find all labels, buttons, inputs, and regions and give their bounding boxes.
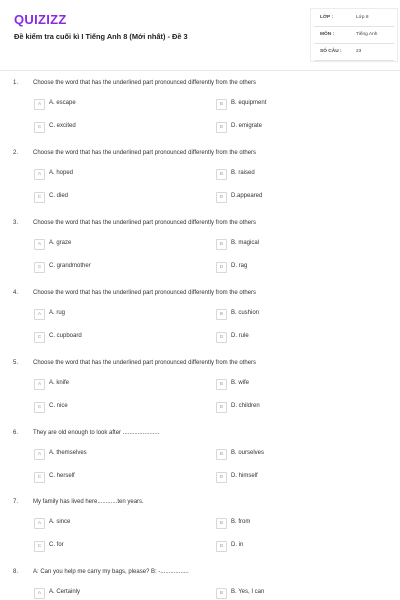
option-letter-box: C bbox=[34, 262, 45, 273]
question-item bbox=[0, 150, 400, 220]
option-letter-box: C bbox=[34, 192, 45, 203]
option-letter-box: D bbox=[216, 262, 227, 273]
option-letter-box: D bbox=[216, 192, 227, 203]
option-text: B. equipment bbox=[231, 100, 267, 106]
option-text: C. died bbox=[49, 193, 69, 199]
worksheet-title: Đề kiểm tra cuối kì I Tiếng Anh 8 (Mới nhất) - Đề 3 bbox=[14, 32, 188, 41]
option-text: A. themselves bbox=[49, 450, 87, 456]
option-text: A. rug bbox=[49, 310, 66, 316]
meta-label: SỐ CÂU : bbox=[320, 49, 342, 54]
meta-row-class bbox=[314, 12, 394, 27]
question-number: 8. bbox=[13, 569, 19, 575]
question-item bbox=[0, 290, 400, 360]
option-letter-box: A bbox=[34, 309, 45, 320]
option-letter-box: A bbox=[34, 379, 45, 390]
option-text: C. grandmother bbox=[49, 263, 91, 269]
question-number: 1. bbox=[13, 80, 19, 86]
option-text: A. escape bbox=[49, 100, 76, 106]
option-text: B. Yes, I can bbox=[231, 589, 265, 595]
question-number: 2. bbox=[13, 150, 19, 156]
option-text: A. hoped bbox=[49, 170, 74, 176]
option-letter-box: B bbox=[216, 379, 227, 390]
option-text: B. cushion bbox=[231, 310, 260, 316]
question-text: A: Can you help me carry my bags, please? B: -................. bbox=[33, 569, 189, 575]
meta-value: Tiếng Anh bbox=[356, 32, 378, 37]
option-text: A. graze bbox=[49, 240, 72, 246]
option-text: D. rule bbox=[231, 333, 249, 339]
option-text: C. nice bbox=[49, 403, 68, 409]
option-text: D. rag bbox=[231, 263, 248, 269]
option-letter-box: C bbox=[34, 402, 45, 413]
question-text: Choose the word that has the underlined part pronounced differently from the others bbox=[33, 360, 257, 366]
meta-value: 23 bbox=[356, 49, 362, 54]
question-item bbox=[0, 360, 400, 430]
option-text: A. since bbox=[49, 519, 71, 525]
question-text: Choose the word that has the underlined part pronounced differently from the others bbox=[33, 220, 257, 226]
option-letter-box: D bbox=[216, 402, 227, 413]
option-text: C. cupboard bbox=[49, 333, 82, 339]
option-text: D. children bbox=[231, 403, 260, 409]
question-number: 7. bbox=[13, 499, 19, 505]
option-text: C. for bbox=[49, 542, 64, 548]
worksheet-header bbox=[0, 0, 400, 70]
question-number: 5. bbox=[13, 360, 19, 366]
option-letter-box: B bbox=[216, 99, 227, 110]
question-item bbox=[0, 499, 400, 569]
option-text: A. Certainly bbox=[49, 589, 81, 595]
option-text: B. magical bbox=[231, 240, 260, 246]
meta-label: LỚP : bbox=[320, 15, 334, 20]
option-letter-box: A bbox=[34, 239, 45, 250]
option-text: C. excited bbox=[49, 123, 76, 129]
question-number: 4. bbox=[13, 290, 19, 296]
option-letter-box: A bbox=[34, 588, 45, 599]
meta-value: Lớp 8 bbox=[356, 15, 369, 20]
quizizz-logo: QUIZIZZ bbox=[14, 12, 67, 27]
option-letter-box: C bbox=[34, 122, 45, 133]
option-text: D. himself bbox=[231, 473, 258, 479]
question-text: Choose the word that has the underlined part pronounced differently from the others bbox=[33, 80, 257, 86]
question-item bbox=[0, 80, 400, 150]
option-letter-box: D bbox=[216, 332, 227, 343]
option-text: D. emigrate bbox=[231, 123, 263, 129]
option-letter-box: D bbox=[216, 472, 227, 483]
meta-row-question-count bbox=[314, 46, 394, 61]
question-item bbox=[0, 430, 400, 500]
option-letter-box: B bbox=[216, 518, 227, 529]
option-text: B. wife bbox=[231, 380, 250, 386]
option-letter-box: D bbox=[216, 541, 227, 552]
option-text: B. ourselves bbox=[231, 450, 265, 456]
option-letter-box: C bbox=[34, 332, 45, 343]
question-number: 6. bbox=[13, 430, 19, 436]
option-text: C. herself bbox=[49, 473, 75, 479]
option-letter-box: A bbox=[34, 518, 45, 529]
option-text: A. knife bbox=[49, 380, 70, 386]
option-text: B. raised bbox=[231, 170, 255, 176]
option-text: D. in bbox=[231, 542, 244, 548]
option-letter-box: B bbox=[216, 169, 227, 180]
meta-label: MÔN : bbox=[320, 32, 335, 37]
question-text: Choose the word that has the underlined part pronounced differently from the others bbox=[33, 290, 257, 296]
option-letter-box: C bbox=[34, 541, 45, 552]
meta-row-subject bbox=[314, 29, 394, 44]
option-letter-box: D bbox=[216, 122, 227, 133]
option-letter-box: B bbox=[216, 588, 227, 599]
option-text: B. from bbox=[231, 519, 251, 525]
question-item bbox=[0, 569, 400, 600]
question-text: My family has lived here............ten years. bbox=[33, 499, 144, 505]
header-divider bbox=[0, 70, 400, 71]
option-letter-box: B bbox=[216, 239, 227, 250]
question-text: Choose the word that has the underlined part pronounced differently from the others bbox=[33, 150, 257, 156]
option-letter-box: A bbox=[34, 449, 45, 460]
question-item bbox=[0, 220, 400, 290]
question-number: 3. bbox=[13, 220, 19, 226]
meta-info bbox=[314, 12, 394, 63]
option-letter-box: B bbox=[216, 449, 227, 460]
option-letter-box: A bbox=[34, 169, 45, 180]
option-letter-box: C bbox=[34, 472, 45, 483]
option-letter-box: B bbox=[216, 309, 227, 320]
option-text: D.appeared bbox=[231, 193, 263, 199]
option-letter-box: A bbox=[34, 99, 45, 110]
question-text: They are old enough to look after ...................... bbox=[33, 430, 160, 436]
